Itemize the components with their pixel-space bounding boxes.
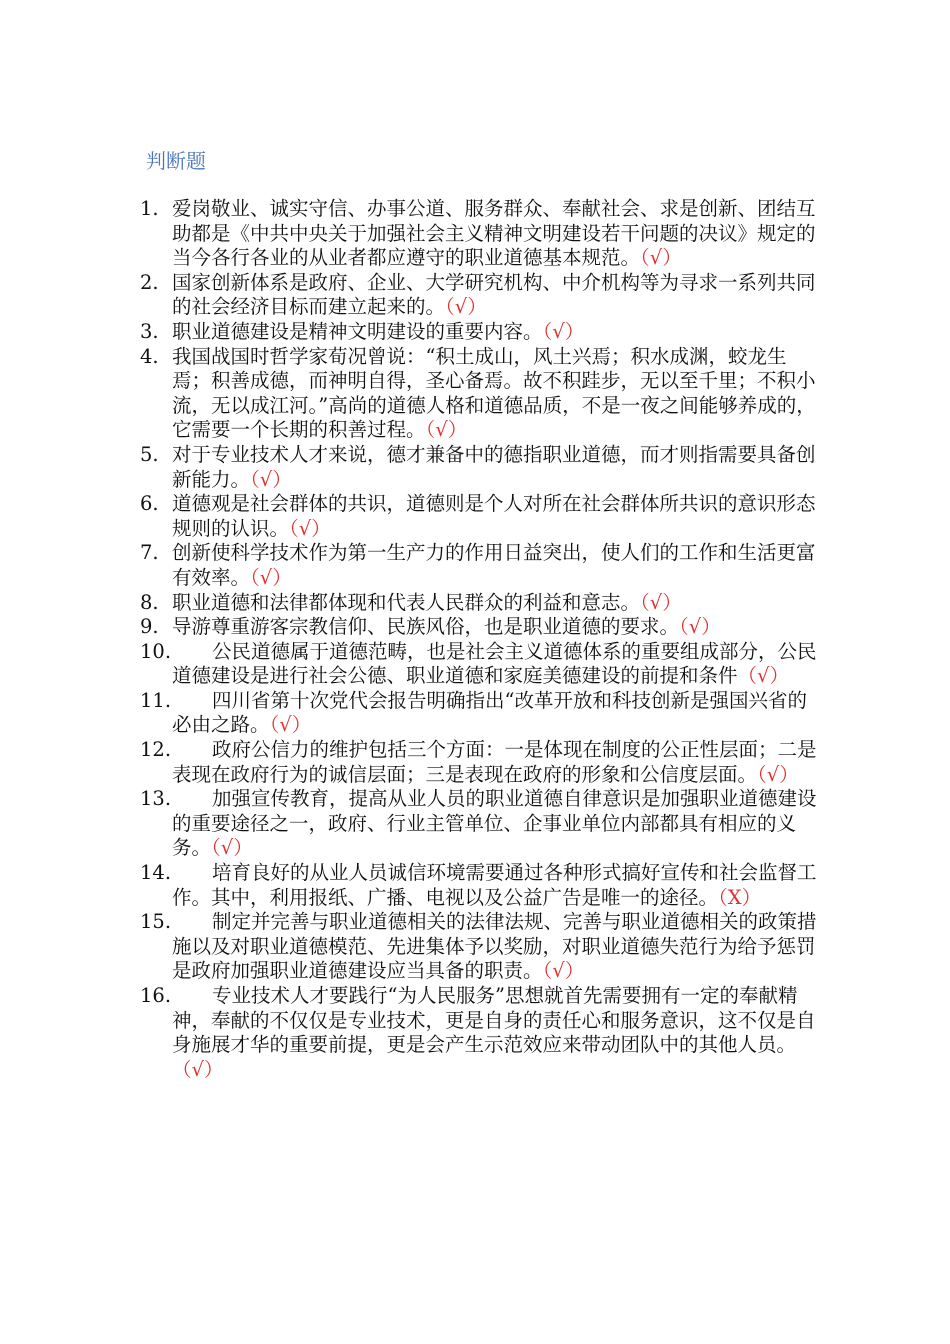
item-answer: （√） (542, 319, 585, 343)
list-item (140, 492, 820, 541)
item-text: 加强宣传教育，提高从业人员的职业道德自律意识是加强职业道德建设的重要途径之一，政府、行业主管单位、企事业单位内部都具有相应的义务。 (172, 787, 817, 860)
item-answer: （√） (445, 295, 487, 319)
item-text: 我国战国时哲学家荀况曾说：“积土成山，风土兴焉；积水成渊，蛟龙生焉；积善成德，而神明自得，圣心备焉。故不积跬步，无以至千里；不积小流，无以成江河。”高尚的道德人格和道德品质，不是一夜之间能够养成的，它需要一个长期的积善过程。 (172, 344, 816, 442)
item-text: 创新使科学技术作为第一生产力的作用日益突出，使人们的工作和生活更富有效率。 (172, 541, 816, 589)
list-item (140, 320, 820, 345)
item-number: 5. (140, 442, 159, 466)
item-answer: （√） (640, 590, 682, 614)
list-item (140, 910, 820, 984)
item-text: 职业道德建设是精神文明建设的重要内容。 (172, 319, 543, 343)
item-answer: （√） (250, 565, 292, 589)
item-answer: （√） (269, 713, 312, 737)
item-text: 政府公信力的维护包括三个方面：一是体现在制度的公正性层面；二是表现在政府行为的诚信层面；三是表现在政府的形象和公信度层面。 (172, 738, 817, 786)
item-text: 职业道德和法律都体现和代表人民群众的利益和意志。 (172, 590, 641, 614)
item-text: 四川省第十次党代会报告明确指出“改革开放和科技创新是强国兴省的必由之路。 (172, 688, 807, 737)
list-item (140, 443, 820, 492)
list-item (140, 345, 820, 443)
item-text: 制定并完善与职业道德相关的法律法规、完善与职业道德相关的政策措施以及对职业道德模范、先进集体予以奖励，对职业道德失范行为给予惩罚是政府加强职业道德建设应当具备的职责。 (172, 910, 817, 983)
item-number: 13. (140, 787, 172, 811)
item-answer: （√） (640, 246, 682, 270)
item-text: 公民道德属于道德范畴，也是社会主义道德体系的重要组成部分，公民道德建设是进行社会公德、职业道德和家庭美德建设的前提和条件 (172, 639, 817, 688)
list-item (140, 591, 820, 616)
item-number: 8. (140, 590, 159, 614)
item-number: 10. (140, 639, 172, 663)
item-answer: （√） (737, 664, 789, 688)
item-number: 9. (140, 615, 159, 639)
item-answer: （√） (289, 516, 331, 540)
item-text: 培育良好的从业人员诚信环境需要通过各种形式搞好宣传和社会监督工作。其中，利用报纸、广播、电视以及公益广告是唯一的途径。 (172, 861, 817, 909)
list-item (140, 271, 820, 320)
list-item (140, 615, 820, 640)
item-text: 专业技术人才要践行“为人民服务”思想就首先需要拥有一定的奉献精神，奉献的不仅仅是专业技术，更是自身的责任心和服务意识，这不仅是自身施展才华的重要前提，更是会产生示范效应来带动团队中的其他人员。 (172, 984, 816, 1057)
item-number: 14. (140, 861, 172, 885)
item-number: 12. (140, 738, 172, 762)
list-item (140, 984, 820, 1082)
item-number: 6. (140, 492, 159, 516)
item-answer: （√） (542, 959, 585, 983)
item-number: 1. (140, 197, 159, 220)
list-item (140, 640, 820, 689)
item-text: 爱岗敬业、诚实守信、办事公道、服务群众、奉献社会、求是创新、团结互助都是《中共中央关于加强社会主义精神文明建设若干问题的决议》规定的当今各行各业的从业者都应遵守的职业道德基本规范。 (172, 197, 816, 270)
section-heading: 判断题 (146, 149, 206, 173)
question-list (140, 197, 820, 1082)
item-text: 国家创新体系是政府、企业、大学研究机构、中介机构等为寻求一系列共同的社会经济目标而建立起来的。 (172, 270, 816, 319)
item-number: 16. (140, 984, 172, 1007)
list-item (140, 689, 820, 738)
item-answer: （√） (211, 836, 253, 860)
list-item (140, 738, 820, 787)
item-answer: （X） (718, 885, 762, 909)
item-answer: （√） (250, 467, 292, 491)
item-text: 道德观是社会群体的共识，道德则是个人对所在社会群体所共识的意识形态规则的认识。 (172, 492, 816, 540)
list-item (140, 861, 820, 910)
item-number: 2. (140, 270, 159, 294)
item-text: 导游尊重游客宗教信仰、民族风俗，也是职业道德的要求。 (172, 615, 680, 639)
item-number: 15. (140, 910, 172, 934)
item-answer: （√） (679, 615, 721, 639)
list-item (140, 197, 820, 271)
item-answer: （√） (757, 762, 799, 786)
item-answer: （√） (425, 418, 468, 442)
item-number: 3. (140, 319, 159, 343)
item-text: 对于专业技术人才来说，德才兼备中的德指职业道德，而才则指需要具备创新能力。 (172, 442, 816, 491)
list-item (140, 787, 820, 861)
list-item (140, 541, 820, 590)
item-number: 11. (140, 688, 172, 712)
item-number: 7. (140, 541, 159, 565)
item-number: 4. (140, 344, 159, 368)
item-answer: （√） (172, 1057, 224, 1081)
